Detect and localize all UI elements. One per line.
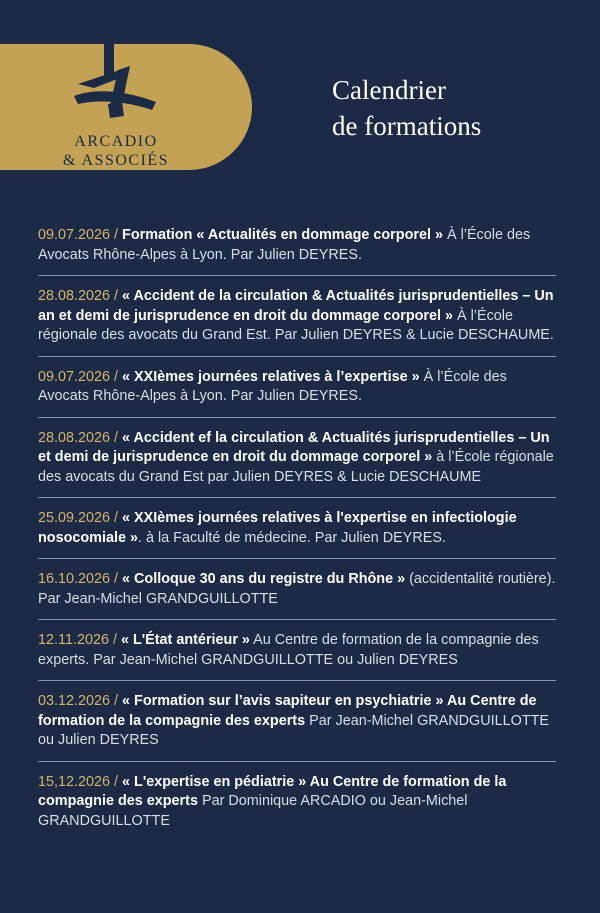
event-date: 09.07.2026 / xyxy=(38,368,123,385)
event-description: À l’École des Avocats Rhône-Alpes à Lyon. Par Julien DEYRES. xyxy=(38,368,507,404)
page-title-line-1: Calendrier xyxy=(332,75,446,105)
event-description: à l’École régionale des avocats du Grand Est par Julien DEYRES & Lucie DESCHAUME xyxy=(38,449,554,485)
event-title: « Accident ef la circulation & Actualités jurisprudentielles – Un et demi de jurisprudence en droit du dommage corporel » xyxy=(38,429,550,465)
header xyxy=(0,0,600,210)
logo-mark-icon xyxy=(64,44,164,144)
logo-text xyxy=(46,132,186,170)
event-item xyxy=(38,631,556,681)
event-date: 09.07.2026 / xyxy=(38,227,123,243)
event-item xyxy=(38,429,556,499)
event-date: 16.10.2026 / xyxy=(38,571,123,587)
event-description: Par Dominique ARCADIO ou Jean-Michel GRANDGUILLOTTE xyxy=(38,793,468,829)
events-list xyxy=(38,226,556,852)
event-title: « XXIèmes journées relatives à l’expertise » xyxy=(122,368,420,385)
event-item xyxy=(38,692,556,762)
event-title: « L'État antérieur » xyxy=(120,632,250,648)
event-date: 15,12.2026 / xyxy=(38,773,123,790)
event-description: À l’École régionale des avocats du Grand Est. Par Julien DEYRES & Lucie DESCHAUME. xyxy=(38,307,554,343)
event-date: 28.08.2026 / xyxy=(38,429,123,446)
event-item xyxy=(38,570,556,620)
event-date: 03.12.2026 / xyxy=(38,693,123,709)
event-description: À l’École des Avocats Rhône-Alpes à Lyon. Par Julien DEYRES. xyxy=(38,227,531,263)
event-item xyxy=(38,368,556,418)
event-title: « Formation sur l’avis sapiteur en psychiatrie » Au Centre de formation de la compagnie des experts xyxy=(38,693,537,729)
event-description: (accidentalité routière). Par Jean-Michel GRANDGUILLOTTE xyxy=(38,571,556,607)
event-title: « Colloque 30 ans du registre du Rhône » xyxy=(122,571,406,587)
event-date: 28.08.2026 / xyxy=(38,288,123,304)
event-description: Au Centre de formation de la compagnie des experts. Par Jean-Michel GRANDGUILLOTTE ou Julien DEYRES xyxy=(38,632,539,668)
event-description: Par Jean-Michel GRANDGUILLOTTE ou Julien DEYRES xyxy=(38,712,550,748)
event-title: « XXIèmes journées relatives à l'expertise en infectiologie nosocomiale » xyxy=(38,510,517,546)
event-description: . à la Faculté de médecine. Par Julien DEYRES. xyxy=(137,529,446,546)
page-title xyxy=(332,72,582,144)
event-date: 12.11.2026 / xyxy=(38,632,121,648)
event-title: Formation « Actualités en dommage corporel » xyxy=(122,227,443,243)
event-title: « L'expertise en pédiatrie » Au Centre de formation de la compagnie des experts xyxy=(38,773,507,809)
logo-line-1: ARCADIO xyxy=(74,133,158,150)
event-title: « Accident de la circulation & Actualités jurisprudentielles – Un an et demi de jurisprudence en droit du dommage corporel » xyxy=(38,288,554,324)
event-item xyxy=(38,226,556,276)
logo-line-2: & ASSOCIÉS xyxy=(62,152,170,169)
page-title-line-2: de formations xyxy=(332,111,482,141)
event-item xyxy=(38,509,556,559)
event-item xyxy=(38,773,556,842)
logo-banner xyxy=(0,44,252,170)
event-item xyxy=(38,287,556,357)
event-date: 25.09.2026 / xyxy=(38,510,123,526)
